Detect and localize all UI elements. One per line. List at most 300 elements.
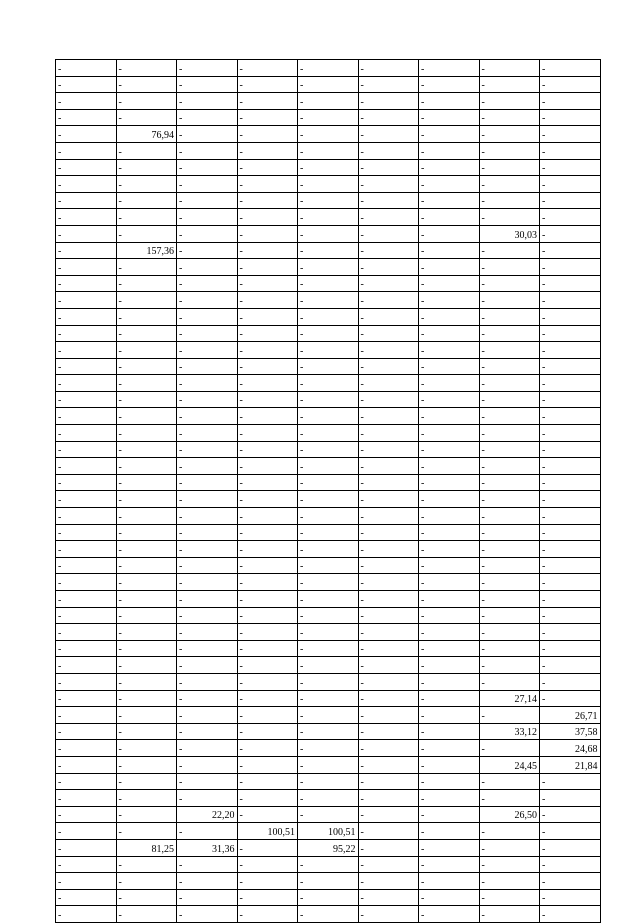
table-cell: -	[419, 225, 480, 242]
table-cell: -	[116, 93, 177, 110]
table-cell: -	[116, 159, 177, 176]
table-row	[56, 242, 601, 259]
table-cell: -	[479, 557, 540, 574]
table-cell: -	[358, 209, 419, 226]
table-cell: -	[540, 408, 601, 425]
table-cell: -	[237, 242, 298, 259]
table-cell: -	[419, 839, 480, 856]
table-cell: -	[479, 242, 540, 259]
table-cell: -	[358, 624, 419, 641]
table-cell: -	[298, 508, 359, 525]
table-cell: -	[540, 93, 601, 110]
table-cell: -	[177, 557, 238, 574]
table-cell: -	[419, 756, 480, 773]
table-cell: -	[116, 873, 177, 890]
table-cell: -	[177, 391, 238, 408]
table-cell: -	[56, 673, 117, 690]
table-cell: -	[237, 673, 298, 690]
table-cell: -	[298, 259, 359, 276]
table-cell: -	[358, 242, 419, 259]
table-cell: -	[177, 673, 238, 690]
table-cell: -	[237, 657, 298, 674]
table-cell: -	[540, 491, 601, 508]
table-cell: -	[56, 740, 117, 757]
table-cell: -	[56, 839, 117, 856]
table-cell: -	[177, 491, 238, 508]
table-cell: -	[479, 839, 540, 856]
table-cell: -	[540, 839, 601, 856]
table-cell: -	[237, 408, 298, 425]
table-cell: -	[116, 491, 177, 508]
table-cell: -	[358, 591, 419, 608]
table-cell: -	[540, 60, 601, 77]
table-cell: -	[298, 159, 359, 176]
table-cell: -	[298, 756, 359, 773]
table-cell: -	[479, 906, 540, 923]
table-cell: -	[419, 624, 480, 641]
table-cell: -	[177, 790, 238, 807]
table-cell: -	[298, 325, 359, 342]
table-cell: -	[479, 209, 540, 226]
table-cell: -	[540, 142, 601, 159]
table-cell: -	[479, 441, 540, 458]
table-cell: 100,51	[237, 823, 298, 840]
table-cell: -	[358, 873, 419, 890]
table-row	[56, 458, 601, 475]
table-cell: -	[358, 391, 419, 408]
table-cell: -	[56, 308, 117, 325]
table-cell: -	[177, 508, 238, 525]
table-cell: -	[540, 889, 601, 906]
table-cell: -	[177, 657, 238, 674]
table-cell: -	[298, 458, 359, 475]
table-cell: -	[177, 209, 238, 226]
table-row	[56, 342, 601, 359]
table-cell: 30,03	[479, 225, 540, 242]
table-cell: -	[479, 325, 540, 342]
table-cell: -	[298, 873, 359, 890]
table-cell: -	[56, 76, 117, 93]
table-cell: -	[237, 358, 298, 375]
table-cell: 157,36	[116, 242, 177, 259]
table-cell: -	[298, 673, 359, 690]
table-cell: -	[56, 591, 117, 608]
table-cell: -	[116, 574, 177, 591]
table-row	[56, 474, 601, 491]
table-cell: -	[540, 292, 601, 309]
table-cell: -	[419, 673, 480, 690]
table-cell: -	[479, 657, 540, 674]
table-cell: -	[419, 723, 480, 740]
table-cell: -	[358, 441, 419, 458]
table-cell: -	[56, 790, 117, 807]
table-cell: -	[358, 690, 419, 707]
table-cell: -	[358, 723, 419, 740]
table-cell: -	[358, 541, 419, 558]
table-cell: -	[116, 673, 177, 690]
table-cell: -	[116, 823, 177, 840]
table-cell: -	[358, 192, 419, 209]
table-cell: -	[56, 441, 117, 458]
table-cell: -	[358, 60, 419, 77]
table-cell: -	[419, 856, 480, 873]
table-cell: -	[56, 358, 117, 375]
table-cell: -	[116, 640, 177, 657]
table-cell: -	[479, 308, 540, 325]
table-cell: -	[177, 142, 238, 159]
table-cell: -	[358, 524, 419, 541]
table-cell: -	[298, 624, 359, 641]
table-cell: -	[116, 740, 177, 757]
table-row	[56, 76, 601, 93]
table-cell: -	[177, 60, 238, 77]
table-cell: -	[419, 889, 480, 906]
table-cell: -	[177, 873, 238, 890]
table-cell: -	[419, 740, 480, 757]
table-cell: -	[116, 259, 177, 276]
table-cell: -	[237, 690, 298, 707]
table-cell: -	[298, 192, 359, 209]
table-cell: -	[358, 109, 419, 126]
table-cell: -	[116, 391, 177, 408]
table-cell: -	[419, 823, 480, 840]
table-cell: -	[177, 541, 238, 558]
table-cell: -	[116, 292, 177, 309]
table-cell: -	[298, 889, 359, 906]
table-cell: -	[116, 541, 177, 558]
table-cell: -	[358, 126, 419, 143]
table-cell: 31,36	[177, 839, 238, 856]
table-cell: -	[358, 375, 419, 392]
table-row	[56, 358, 601, 375]
table-cell: -	[540, 209, 601, 226]
table-cell: -	[540, 640, 601, 657]
table-row	[56, 391, 601, 408]
table-cell: -	[358, 889, 419, 906]
table-cell: 100,51	[298, 823, 359, 840]
table-cell: -	[479, 640, 540, 657]
table-cell: -	[540, 159, 601, 176]
table-cell: -	[177, 823, 238, 840]
table-cell: -	[540, 624, 601, 641]
table-cell: -	[419, 159, 480, 176]
table-cell: -	[56, 508, 117, 525]
table-row	[56, 673, 601, 690]
table-cell: -	[358, 839, 419, 856]
table-row	[56, 408, 601, 425]
table-row	[56, 425, 601, 442]
table-cell: -	[237, 740, 298, 757]
table-row	[56, 657, 601, 674]
table-cell: 95,22	[298, 839, 359, 856]
table-cell: -	[237, 325, 298, 342]
table-cell: -	[419, 657, 480, 674]
table-cell: -	[116, 723, 177, 740]
table-cell: -	[358, 707, 419, 724]
table-cell: -	[116, 773, 177, 790]
table-cell: -	[56, 607, 117, 624]
table-cell: -	[56, 342, 117, 359]
table-cell: -	[479, 93, 540, 110]
table-cell: -	[419, 109, 480, 126]
table-cell: -	[237, 491, 298, 508]
table-row	[56, 823, 601, 840]
table-cell: -	[479, 508, 540, 525]
table-cell: 26,50	[479, 806, 540, 823]
table-cell: -	[177, 275, 238, 292]
table-cell: -	[237, 607, 298, 624]
table-cell: -	[358, 275, 419, 292]
table-cell: -	[116, 557, 177, 574]
table-cell: -	[116, 76, 177, 93]
table-cell: -	[419, 192, 480, 209]
table-cell: -	[237, 342, 298, 359]
table-cell: -	[540, 76, 601, 93]
table-cell: 26,71	[540, 707, 601, 724]
table-cell: -	[298, 906, 359, 923]
table-cell: -	[56, 60, 117, 77]
table-cell: -	[298, 524, 359, 541]
table-cell: -	[56, 159, 117, 176]
data-table	[55, 59, 601, 923]
table-cell: -	[237, 873, 298, 890]
table-cell: -	[56, 192, 117, 209]
table-cell: -	[298, 707, 359, 724]
table-cell: -	[479, 159, 540, 176]
table-cell: -	[540, 358, 601, 375]
table-cell: -	[298, 275, 359, 292]
table-cell: -	[237, 707, 298, 724]
table-cell: -	[56, 391, 117, 408]
table-cell: -	[298, 607, 359, 624]
table-cell: -	[237, 142, 298, 159]
table-cell: -	[479, 142, 540, 159]
table-cell: -	[479, 408, 540, 425]
table-cell: -	[479, 491, 540, 508]
table-cell: -	[358, 607, 419, 624]
table-cell: -	[540, 474, 601, 491]
table-cell: -	[116, 657, 177, 674]
table-cell: -	[56, 756, 117, 773]
table-row	[56, 225, 601, 242]
table-cell: -	[116, 756, 177, 773]
table-cell: -	[358, 292, 419, 309]
table-cell: -	[419, 441, 480, 458]
table-row	[56, 873, 601, 890]
table-cell: -	[358, 474, 419, 491]
table-cell: -	[479, 259, 540, 276]
table-cell: -	[419, 873, 480, 890]
table-cell: -	[419, 773, 480, 790]
table-cell: -	[358, 806, 419, 823]
table-cell: 22,20	[177, 806, 238, 823]
table-cell: -	[479, 292, 540, 309]
table-cell: -	[540, 690, 601, 707]
table-cell: -	[540, 790, 601, 807]
table-cell: -	[237, 541, 298, 558]
table-cell: -	[177, 375, 238, 392]
table-cell: -	[56, 657, 117, 674]
table-row	[56, 906, 601, 923]
table-cell: -	[358, 342, 419, 359]
table-cell: -	[177, 242, 238, 259]
table-cell: -	[298, 856, 359, 873]
table-cell: -	[479, 591, 540, 608]
table-cell: -	[419, 458, 480, 475]
table-cell: -	[479, 425, 540, 442]
table-cell: -	[116, 358, 177, 375]
table-cell: -	[177, 308, 238, 325]
table-cell: -	[237, 93, 298, 110]
table-cell: -	[56, 425, 117, 442]
table-cell: -	[479, 889, 540, 906]
table-cell: -	[116, 458, 177, 475]
table-cell: -	[419, 491, 480, 508]
table-cell: 33,12	[479, 723, 540, 740]
table-row	[56, 176, 601, 193]
table-cell: -	[177, 176, 238, 193]
table-cell: -	[177, 756, 238, 773]
table-cell: -	[56, 176, 117, 193]
table-cell: -	[56, 773, 117, 790]
table-cell: -	[237, 773, 298, 790]
table-cell: -	[237, 591, 298, 608]
table-cell: -	[540, 806, 601, 823]
table-cell: -	[419, 176, 480, 193]
table-cell: -	[298, 391, 359, 408]
table-cell: -	[298, 242, 359, 259]
table-cell: -	[56, 458, 117, 475]
table-row	[56, 508, 601, 525]
table-row	[56, 126, 601, 143]
table-cell: -	[56, 823, 117, 840]
table-cell: -	[419, 126, 480, 143]
table-cell: -	[419, 292, 480, 309]
table-row	[56, 607, 601, 624]
table-cell: -	[358, 491, 419, 508]
table-cell: -	[237, 889, 298, 906]
table-cell: -	[540, 192, 601, 209]
table-cell: -	[116, 806, 177, 823]
table-cell: -	[298, 408, 359, 425]
table-cell: -	[419, 640, 480, 657]
table-cell: -	[56, 242, 117, 259]
table-cell: -	[358, 458, 419, 475]
table-cell: -	[116, 790, 177, 807]
table-cell: -	[479, 109, 540, 126]
table-cell: -	[177, 773, 238, 790]
table-cell: -	[540, 873, 601, 890]
table-cell: -	[237, 308, 298, 325]
table-cell: -	[237, 425, 298, 442]
table-cell: -	[298, 690, 359, 707]
table-cell: -	[540, 657, 601, 674]
table-row	[56, 740, 601, 757]
table-cell: -	[358, 740, 419, 757]
table-cell: -	[479, 342, 540, 359]
table-cell: -	[540, 242, 601, 259]
table-cell: -	[116, 109, 177, 126]
table-cell: -	[419, 690, 480, 707]
table-cell: -	[177, 591, 238, 608]
table-row	[56, 690, 601, 707]
table-cell: -	[177, 607, 238, 624]
table-cell: -	[56, 225, 117, 242]
table-cell: -	[419, 325, 480, 342]
table-cell: -	[419, 574, 480, 591]
table-cell: -	[298, 574, 359, 591]
table-cell: -	[177, 76, 238, 93]
table-cell: 81,25	[116, 839, 177, 856]
table-cell: -	[237, 76, 298, 93]
table-cell: -	[237, 806, 298, 823]
table-cell: -	[419, 408, 480, 425]
table-cell: -	[540, 375, 601, 392]
table-cell: -	[540, 325, 601, 342]
table-cell: -	[56, 906, 117, 923]
table-cell: -	[177, 524, 238, 541]
table-cell: -	[177, 225, 238, 242]
table-cell: -	[177, 93, 238, 110]
table-cell: -	[540, 673, 601, 690]
table-cell: -	[298, 176, 359, 193]
table-cell: -	[177, 259, 238, 276]
table-cell: -	[56, 524, 117, 541]
table-cell: -	[298, 474, 359, 491]
table-cell: -	[56, 690, 117, 707]
table-cell: -	[237, 60, 298, 77]
table-cell: -	[419, 60, 480, 77]
table-cell: -	[116, 192, 177, 209]
table-cell: -	[177, 358, 238, 375]
table-cell: -	[540, 176, 601, 193]
table-cell: -	[479, 375, 540, 392]
table-cell: -	[116, 906, 177, 923]
table-cell: -	[56, 541, 117, 558]
table-cell: -	[358, 408, 419, 425]
table-cell: -	[419, 358, 480, 375]
table-cell: -	[479, 624, 540, 641]
table-cell: -	[540, 308, 601, 325]
table-cell: -	[479, 275, 540, 292]
table-cell: -	[237, 292, 298, 309]
table-cell: -	[479, 391, 540, 408]
table-cell: -	[56, 209, 117, 226]
table-cell: -	[116, 425, 177, 442]
table-cell: -	[419, 591, 480, 608]
table-cell: -	[419, 806, 480, 823]
table-cell: -	[116, 889, 177, 906]
table-cell: -	[419, 707, 480, 724]
table-cell: -	[237, 225, 298, 242]
table-cell: -	[177, 856, 238, 873]
table-cell: -	[358, 358, 419, 375]
table-cell: -	[298, 740, 359, 757]
table-cell: -	[540, 574, 601, 591]
table-cell: -	[116, 375, 177, 392]
table-row	[56, 806, 601, 823]
table-cell: -	[358, 425, 419, 442]
table-cell: -	[419, 342, 480, 359]
table-cell: -	[358, 823, 419, 840]
table-cell: -	[540, 275, 601, 292]
table-cell: -	[56, 574, 117, 591]
table-cell: -	[540, 823, 601, 840]
table-cell: -	[540, 906, 601, 923]
table-cell: -	[479, 60, 540, 77]
table-cell: -	[116, 474, 177, 491]
table-row	[56, 308, 601, 325]
